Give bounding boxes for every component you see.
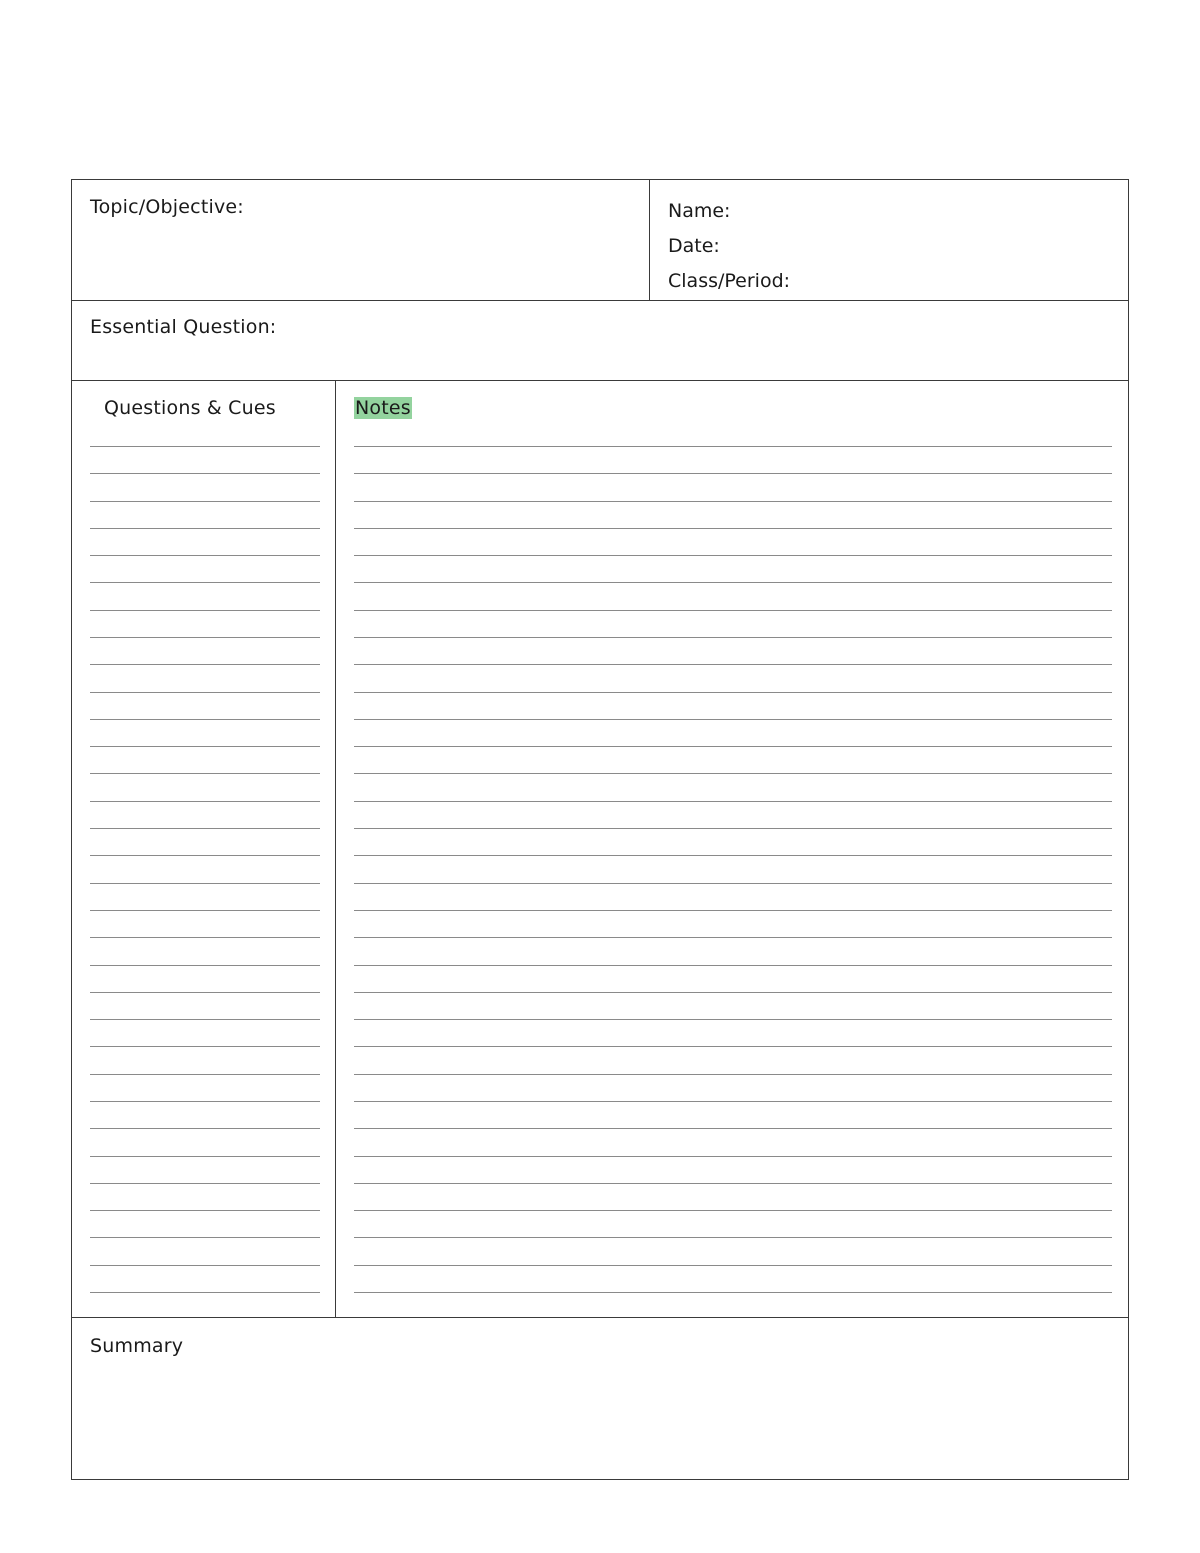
notes-highlight: Notes xyxy=(355,397,411,419)
ruled-line xyxy=(354,555,1112,556)
ruled-line xyxy=(90,965,320,966)
ruled-line xyxy=(354,965,1112,966)
ruled-line xyxy=(354,664,1112,665)
topic-objective-label: Topic/Objective: xyxy=(90,196,244,218)
ruled-line xyxy=(354,746,1112,747)
ruled-line xyxy=(354,528,1112,529)
ruled-line xyxy=(354,473,1112,474)
ruled-line xyxy=(90,773,320,774)
ruled-line xyxy=(90,528,320,529)
ruled-line xyxy=(90,1210,320,1211)
ruled-line xyxy=(90,692,320,693)
ruled-line xyxy=(354,1046,1112,1047)
ruled-line xyxy=(90,1292,320,1293)
summary-area[interactable] xyxy=(72,1320,1128,1479)
ruled-line xyxy=(354,1237,1112,1238)
ruled-line xyxy=(90,1019,320,1020)
ruled-line xyxy=(90,1237,320,1238)
ruled-line xyxy=(354,1292,1112,1293)
ruled-line xyxy=(354,501,1112,502)
ruled-line xyxy=(90,1074,320,1075)
date-label: Date: xyxy=(668,235,720,257)
ruled-line xyxy=(354,855,1112,856)
ruled-line xyxy=(90,828,320,829)
notes-label xyxy=(354,397,412,419)
ruled-line xyxy=(354,883,1112,884)
ruled-line xyxy=(354,637,1112,638)
ruled-line xyxy=(354,1074,1112,1075)
ruled-line xyxy=(354,801,1112,802)
ruled-line xyxy=(354,582,1112,583)
ruled-line xyxy=(90,1183,320,1184)
ruled-line xyxy=(90,1128,320,1129)
ruled-line xyxy=(354,937,1112,938)
ruled-line xyxy=(90,637,320,638)
ruled-line xyxy=(90,1156,320,1157)
ruled-line xyxy=(90,1046,320,1047)
header-bottom-divider xyxy=(72,300,1128,301)
ruled-line xyxy=(354,1210,1112,1211)
ruled-line xyxy=(354,992,1112,993)
cornell-notes-sheet xyxy=(71,179,1129,1480)
essential-question-label: Essential Question: xyxy=(90,316,277,338)
header-divider xyxy=(649,180,650,301)
ruled-line xyxy=(90,746,320,747)
cues-notes-divider xyxy=(335,381,336,1318)
summary-top-divider xyxy=(72,1317,1128,1318)
ruled-line xyxy=(354,910,1112,911)
ruled-line xyxy=(90,855,320,856)
questions-cues-label: Questions & Cues xyxy=(104,397,276,419)
class-period-label: Class/Period: xyxy=(668,270,791,292)
ruled-line xyxy=(90,910,320,911)
ruled-line xyxy=(90,555,320,556)
ruled-line xyxy=(354,1183,1112,1184)
ruled-line xyxy=(90,1101,320,1102)
ruled-line xyxy=(90,446,320,447)
ruled-line xyxy=(90,883,320,884)
ruled-line xyxy=(354,692,1112,693)
ruled-line xyxy=(90,473,320,474)
ruled-line xyxy=(354,1101,1112,1102)
ruled-line xyxy=(90,801,320,802)
ruled-line xyxy=(90,937,320,938)
ruled-line xyxy=(354,1128,1112,1129)
name-label: Name: xyxy=(668,200,731,222)
ruled-line xyxy=(354,773,1112,774)
ruled-line xyxy=(90,992,320,993)
ruled-line xyxy=(90,610,320,611)
ruled-line xyxy=(90,719,320,720)
summary-label: Summary xyxy=(90,1335,184,1357)
ruled-line xyxy=(354,719,1112,720)
ruled-line xyxy=(354,1265,1112,1266)
ruled-line xyxy=(354,446,1112,447)
student-info-block xyxy=(668,194,790,299)
ruled-line xyxy=(354,610,1112,611)
ruled-line xyxy=(354,1156,1112,1157)
ruled-line xyxy=(354,1019,1112,1020)
ruled-line xyxy=(90,501,320,502)
ruled-line xyxy=(90,582,320,583)
ruled-line xyxy=(90,664,320,665)
ruled-line xyxy=(354,828,1112,829)
essential-bottom-divider xyxy=(72,380,1128,381)
ruled-line xyxy=(90,1265,320,1266)
